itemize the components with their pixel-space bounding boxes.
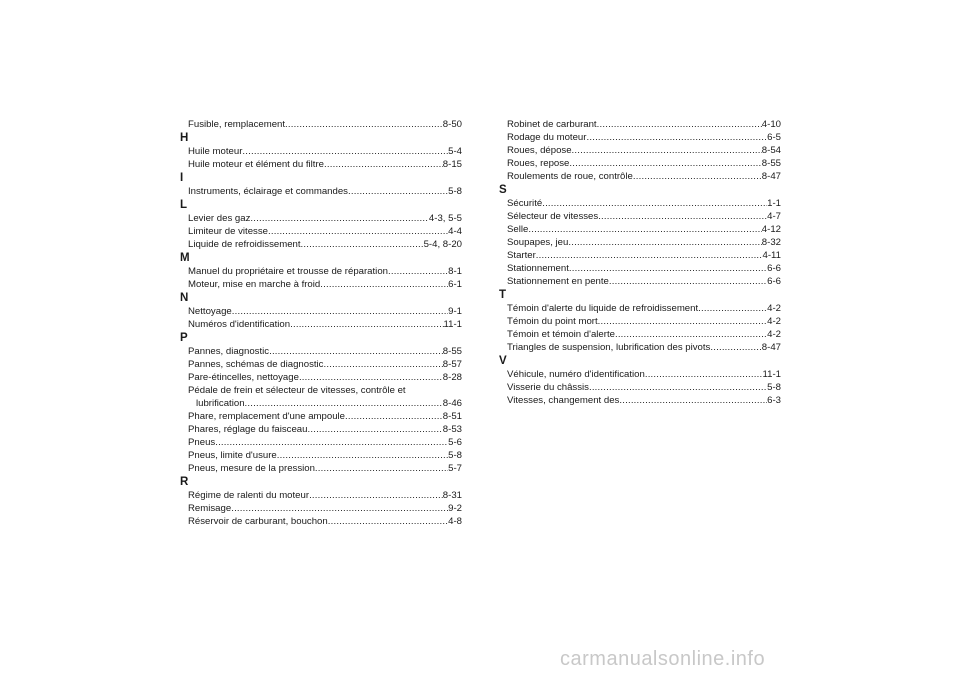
dot-leader <box>245 397 443 410</box>
entry-label: Pneus, mesure de la pression <box>188 463 315 474</box>
index-entry-triangles-de-suspension-lubrification-des-pivots <box>499 341 781 354</box>
index-entry-phare-remplacement-d-une-ampoule <box>180 410 462 423</box>
dot-leader <box>232 305 448 318</box>
dot-leader <box>645 368 763 381</box>
dot-leader <box>598 210 767 223</box>
entry-label: Stationnement <box>507 263 569 274</box>
index-entry-roulements-de-roue-controle <box>499 170 781 183</box>
entry-page-ref: 8-55 <box>761 158 781 169</box>
entry-label: Roues, repose <box>507 158 570 169</box>
entry-label: Manuel du propriétaire et trousse de réparation <box>188 266 388 277</box>
entry-page-ref: 4-12 <box>761 224 781 235</box>
entry-label: Régime de ralenti du moteur <box>188 490 310 501</box>
entry-label: Vitesses, changement des <box>507 395 620 406</box>
entry-page-ref: 5-7 <box>448 463 462 474</box>
dot-leader <box>569 262 767 275</box>
entry-page-ref: 8-53 <box>442 424 462 435</box>
entry-label: Véhicule, numéro d'identification <box>507 369 645 380</box>
entry-label: Roues, dépose <box>507 145 572 156</box>
index-entry-pedale-de-frein-et-selecteur-de-vitesses-controle-et: Pédale de frein et sélecteur de vitesses, contrôle et <box>188 385 406 396</box>
dot-leader <box>242 145 448 158</box>
index-entry-temoin-d-alerte-du-liquide-de-refroidissement <box>499 302 781 315</box>
entry-page-ref: 4-2 <box>767 303 781 314</box>
entry-label: Visserie du châssis <box>507 382 589 393</box>
entry-label: Soupapes, jeu <box>507 237 569 248</box>
entry-page-ref: 6-6 <box>767 276 781 287</box>
section-letter-l: L <box>180 199 188 211</box>
dot-leader <box>328 515 448 528</box>
index-entry-limiteur-de-vitesse <box>180 225 462 238</box>
section-letter-s: S <box>499 184 507 196</box>
section-letter-r: R <box>180 476 189 488</box>
dot-leader <box>542 197 767 210</box>
index-entry-phares-reglage-du-faisceau <box>180 423 462 436</box>
index-entry-levier-des-gaz <box>180 212 462 225</box>
index-entry-instruments-eclairage-et-commandes <box>180 185 462 198</box>
index-entry-fusible-remplacement <box>180 118 462 131</box>
entry-page-ref: 4-8 <box>448 516 462 527</box>
entry-page-ref: 6-1 <box>448 279 462 290</box>
index-entry-continuation <box>180 397 462 410</box>
entry-page-ref: 5-4, 8-20 <box>423 239 462 250</box>
dot-leader <box>323 358 442 371</box>
index-entry-pare-etincelles-nettoyage <box>180 371 462 384</box>
dot-leader <box>269 345 443 358</box>
entry-label: Selle <box>507 224 529 235</box>
entry-label: Pannes, schémas de diagnostic <box>188 359 324 370</box>
entry-label: Liquide de refroidissement <box>188 239 301 250</box>
watermark: carmanualsonline.info <box>560 648 766 670</box>
entry-page-ref: 4-4 <box>448 226 462 237</box>
dot-leader <box>597 118 762 131</box>
index-column-left <box>180 118 462 528</box>
entry-page-ref: 11-1 <box>762 369 781 380</box>
entry-page-ref: 4-2 <box>767 316 781 327</box>
index-entry-nettoyage <box>180 305 462 318</box>
dot-leader <box>307 423 442 436</box>
entry-page-ref: 1-1 <box>767 198 781 209</box>
entry-page-ref: 5-6 <box>448 437 462 448</box>
dot-leader <box>345 410 443 423</box>
entry-page-ref: 4-2 <box>767 329 781 340</box>
dot-leader <box>536 249 763 262</box>
index-entry-roues-repose <box>499 157 781 170</box>
index-entry-manuel-du-proprietaire-et-trousse-de-reparation <box>180 265 462 278</box>
entry-page-ref: 8-54 <box>761 145 781 156</box>
entry-page-ref: 5-8 <box>767 382 781 393</box>
entry-page-ref: 8-51 <box>442 411 462 422</box>
dot-leader <box>301 238 424 251</box>
dot-leader <box>619 394 767 407</box>
entry-page-ref: 8-47 <box>761 342 781 353</box>
entry-label: Levier des gaz <box>188 213 251 224</box>
entry-label: Pannes, diagnostic <box>188 346 270 357</box>
entry-page-ref: 8-1 <box>448 266 462 277</box>
entry-label: Starter <box>507 250 536 261</box>
entry-page-ref: 8-47 <box>761 171 781 182</box>
entry-page-ref: 5-4 <box>448 146 462 157</box>
entry-page-ref: 8-50 <box>442 119 462 130</box>
entry-page-ref: 9-2 <box>448 503 462 514</box>
index-entry-pannes-diagnostic <box>180 345 462 358</box>
dot-leader <box>572 144 762 157</box>
section-letter-m: M <box>180 252 190 264</box>
index-entry-soupapes-jeu <box>499 236 781 249</box>
dot-leader <box>277 449 448 462</box>
dot-leader <box>348 185 448 198</box>
dot-leader <box>309 489 443 502</box>
index-entry-selecteur-de-vitesses <box>499 210 781 223</box>
entry-label: Phare, remplacement d'une ampoule <box>188 411 346 422</box>
entry-page-ref: 6-6 <box>767 263 781 274</box>
entry-page-ref: 8-15 <box>442 159 462 170</box>
entry-label: Réservoir de carburant, bouchon <box>188 516 328 527</box>
index-entry-liquide-de-refroidissement <box>180 238 462 251</box>
entry-page-ref: 6-3 <box>767 395 781 406</box>
entry-page-ref: 4-10 <box>761 119 781 130</box>
entry-page-ref: 4-11 <box>762 250 781 261</box>
dot-leader <box>320 278 448 291</box>
dot-leader <box>231 502 448 515</box>
entry-label: Pneus, limite d'usure <box>188 450 277 461</box>
index-entry-reservoir-de-carburant-bouchon <box>180 515 462 528</box>
index-entry-moteur-mise-en-marche-a-froid <box>180 278 462 291</box>
entry-label: Sécurité <box>507 198 543 209</box>
entry-page-ref: 8-46 <box>442 398 462 409</box>
dot-leader <box>528 223 761 236</box>
index-entry-remisage <box>180 502 462 515</box>
dot-leader <box>315 462 448 475</box>
entry-label: Limiteur de vitesse <box>188 226 268 237</box>
dot-leader <box>586 131 767 144</box>
dot-leader <box>698 302 767 315</box>
section-letter-n: N <box>180 292 189 304</box>
index-entry-pneus-mesure-de-la-pression <box>180 462 462 475</box>
entry-label: Nettoyage <box>188 306 232 317</box>
dot-leader <box>324 158 443 171</box>
dot-leader <box>710 341 761 354</box>
entry-label: lubrification <box>196 398 245 409</box>
dot-leader <box>569 157 761 170</box>
index-entry-huile-moteur <box>180 145 462 158</box>
dot-leader <box>215 436 448 449</box>
entry-label: Remisage <box>188 503 232 514</box>
entry-page-ref: 8-57 <box>442 359 462 370</box>
dot-leader <box>285 118 443 131</box>
entry-page-ref: 5-8 <box>448 450 462 461</box>
dot-leader <box>633 170 762 183</box>
entry-label: Pneus <box>188 437 216 448</box>
index-column-right <box>499 118 781 407</box>
entry-page-ref: 4-3, 5-5 <box>428 213 462 224</box>
dot-leader <box>290 318 443 331</box>
index-entry-pannes-schemas-de-diagnostic <box>180 358 462 371</box>
index-entry-temoin-et-temoin-d-alerte <box>499 328 781 341</box>
dot-leader <box>388 265 448 278</box>
index-entry-robinet-de-carburant <box>499 118 781 131</box>
entry-label: Numéros d'identification <box>188 319 291 330</box>
dot-leader <box>589 381 767 394</box>
index-entry-pneus <box>180 436 462 449</box>
index-entry-starter <box>499 249 781 262</box>
entry-page-ref: 5-8 <box>448 186 462 197</box>
entry-label: Moteur, mise en marche à froid <box>188 279 321 290</box>
entry-label: Triangles de suspension, lubrification des pivots <box>507 342 711 353</box>
entry-label: Rodage du moteur <box>507 132 587 143</box>
index-entry-vitesses-changement-des <box>499 394 781 407</box>
dot-leader <box>615 328 767 341</box>
entry-page-ref: 6-5 <box>767 132 781 143</box>
dot-leader <box>609 275 767 288</box>
entry-page-ref: 4-7 <box>767 211 781 222</box>
section-letter-h: H <box>180 132 189 144</box>
index-entry-huile-moteur-et-element-du-filtre <box>180 158 462 171</box>
entry-label: Instruments, éclairage et commandes <box>188 186 348 197</box>
entry-label: Stationnement en pente <box>507 276 609 287</box>
section-letter-i: I <box>180 172 184 184</box>
index-entry-stationnement-en-pente <box>499 275 781 288</box>
dot-leader <box>299 371 443 384</box>
dot-leader <box>268 225 448 238</box>
index-entry-regime-de-ralenti-du-moteur <box>180 489 462 502</box>
index-entry-roues-depose <box>499 144 781 157</box>
entry-label: Roulements de roue, contrôle <box>507 171 633 182</box>
entry-label: Témoin d'alerte du liquide de refroidissement <box>507 303 699 314</box>
section-letter-t: T <box>499 289 507 301</box>
dot-leader <box>568 236 761 249</box>
index-entry-numeros-d-identification <box>180 318 462 331</box>
dot-leader <box>250 212 429 225</box>
index-entry-visserie-du-chassis <box>499 381 781 394</box>
index-entry-selle <box>499 223 781 236</box>
entry-page-ref: 8-28 <box>442 372 462 383</box>
entry-label: Pare-étincelles, nettoyage <box>188 372 299 383</box>
entry-page-ref: 11-1 <box>443 319 462 330</box>
entry-page-ref: 9-1 <box>448 306 462 317</box>
entry-label: Robinet de carburant <box>507 119 597 130</box>
index-entry-temoin-du-point-mort <box>499 315 781 328</box>
entry-label: Sélecteur de vitesses <box>507 211 599 222</box>
entry-label: Huile moteur <box>188 146 243 157</box>
entry-page-ref: 8-32 <box>761 237 781 248</box>
entry-label: Phares, réglage du faisceau <box>188 424 308 435</box>
entry-page-ref: 8-31 <box>442 490 462 501</box>
entry-page-ref: 8-55 <box>442 346 462 357</box>
index-entry-rodage-du-moteur <box>499 131 781 144</box>
section-letter-v: V <box>499 355 507 367</box>
dot-leader <box>598 315 767 328</box>
entry-label: Témoin du point mort <box>507 316 598 327</box>
entry-label: Fusible, remplacement <box>188 119 286 130</box>
index-entry-securite <box>499 197 781 210</box>
entry-label: Témoin et témoin d'alerte <box>507 329 615 340</box>
index-entry-stationnement <box>499 262 781 275</box>
section-letter-p: P <box>180 332 188 344</box>
entry-label: Huile moteur et élément du filtre <box>188 159 324 170</box>
index-entry-vehicule-numero-d-identification <box>499 368 781 381</box>
index-entry-pneus-limite-d-usure <box>180 449 462 462</box>
